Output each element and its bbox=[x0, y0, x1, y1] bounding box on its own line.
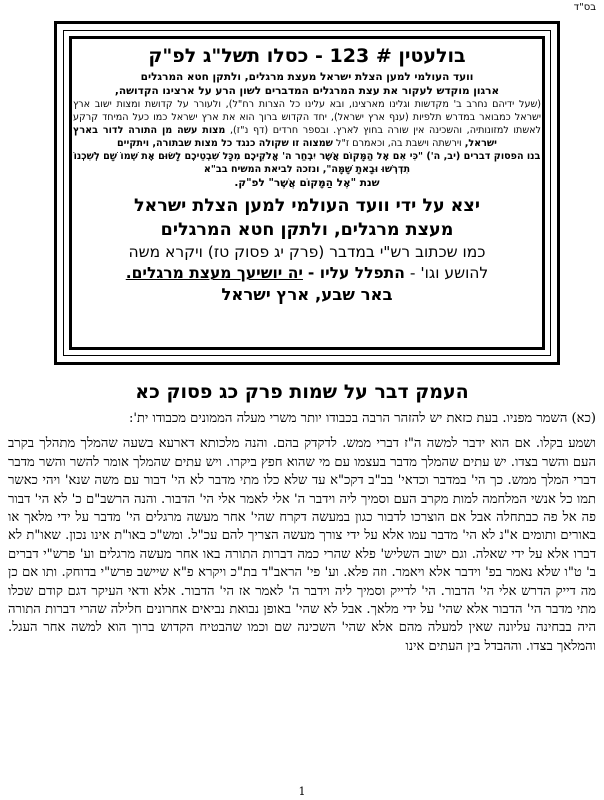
publisher-line-2: מעצת מרגלים, ולתקן חטא המרגלים bbox=[160, 220, 454, 240]
rashi-line: כמו שכתוב רש"י במדבר (פרק יג פסוק טז) ויקרא משה bbox=[128, 243, 486, 261]
tefila-bold: התפלל עליו - bbox=[307, 264, 405, 282]
tefila-prefix: להושע וגו' - bbox=[409, 264, 489, 282]
commentary-text bbox=[8, 410, 596, 663]
pasuk-quote: בנו הפסוק דברים (יב, ה') "כִּי אִם אֶל הַמָּקוֹם אֲשֶׁר יִבְחַר ה' אֱלֹקֵיכֶם מִכָּל שִׁבְטֵיכֶם לָשׂוּם אֶת שְׁמוֹ שָׁם לְשִׁכְנוֹ תִדְרְשׁוּ וּבָאתָ שָׁמָּה", ונזכה לביאת המשיח בב"א bbox=[73, 151, 541, 175]
org-line-2: ארגון מוקדש לעקור את עצת המרגלים המדברים לשון הרע על ארצינו הקדושה, bbox=[114, 85, 500, 97]
corner-mark: בס"ד bbox=[573, 2, 596, 13]
bulletin-title: בולעטין # 123 - כסלו תשל"ג לפ"ק bbox=[148, 45, 466, 67]
body-bold-2: שמצוה זו שקולה כנגד כל מצות שבתורה, ויתקיים bbox=[117, 138, 333, 149]
body-text-1: (שעל ידיהם נחרב ב' מקדשות וגלינו מארצינו, ובא עלינו כל הצרות רח"ל), ולעורר על קדושת ומצות ישוב ארץ ישראל כמבואר במדרש תלפיות (ענף ארץ ישראל), יחד הקדוש ברוך הוא את ארץ ישראל כמו כעל המיחד קרקע לאשתו למזונותיה, והשכינה אין שורה בחוץ לארץ. ובספר חרדים (דף נ"ז), bbox=[73, 99, 541, 136]
tefila-line bbox=[73, 263, 541, 284]
publisher-line-1: יצא על ידי וועד העולמי למען הצלת ישראל bbox=[133, 196, 481, 216]
year-line: שנת "אֶל הַמָּקוֹם אֲשֶׁר" לפ"ק. bbox=[234, 177, 380, 189]
body-text-2: וירשתה וישבת בה, וכאמרם ז"ל bbox=[336, 138, 462, 149]
org-line-1: וועד העולמי למען הצלת ישראל מעצת מרגלים, ולתקן חטא המרגלים bbox=[140, 71, 474, 83]
bulletin-frame bbox=[54, 21, 560, 365]
paragraph: (כא) השמר מפניו. בעת כזאת יש להזהר הרבה בכבודו יותר משרי מעלה הממונים מכבודו ית': bbox=[128, 411, 596, 426]
section-heading: העמק דבר על שמות פרק כג פסוק כא bbox=[135, 381, 469, 403]
tefila-underline: יה יושיעך מעצת מרגלים. bbox=[125, 264, 303, 282]
body-bold-1: מצות עשה מן התורה לדור בארץ ישראל, bbox=[73, 125, 497, 149]
page-number: 1 bbox=[298, 785, 306, 798]
paragraph: ושמע בקלו. אם הוא ידבר למשה ה"ז דברי ממש. לדקדק בהם. והנה מלכותא דארעא בשעה שהמלך מתהלך בקרב העם והשר בצדו. יש עתים שהמלך מדבר בעצמו עם מי שהוא חפץ ביקרו. ויש עתים שהמלך אומר להשר והשר מדבר דברי המלך ממש. כך הי' במדבר וכדאי' בב"ב דקכ"א עד שלא כלו מתי מדבר לא הי' דבור עם משה שנא' ויהי כאשר תמו כל אנשי המלחמה למות מקרב העם וסמיך ליה וידבר ה' אלי לאמר אלי הי' הדבור. והנה הרשב"ם כ' לא הי' דבור פה אל פה כבתחלה אבל אם הוצרכו לדבור כגון במעשה דקרח שהי' אחר מעשה מרגלים הי' מדבר על ידי מלאך או באורים ותומים א"נ לא הי' מדבר עמו אלא על ידי צורך מעשה הצריך להם עכ"ל. ומש"כ באו"ת אינו נכון. שאו"ת לא דברו אלא על ידי שאלה. וגם ישוב השליש' פלא שהרי כמה דברות התורה באו אחר מעשה מרגלים וע' פרש"י דברים ב' ט"ו שלא נאמר בפ' וידבר אלא ויאמר. וזה פלא. וע' פי' הראב"ד בת"כ ויקרא פ"א שיישב פרש"י בדוחק. ותו אם כן מה דייק הדרש אלי הי' הדבור. הי' לדייק וסמיך ליה וידבר ה' לאמר אז הי' הדבור. אלא ודאי העיקר דגם קודם שכלו מתי מדבר הי' הדבור אלא שהי' על ידי מלאך. אבל לא שהי' באופן נבואת נביאים אחרונים חלילה שהרי דברות התורה היה בבחינה עליונה שאין למעלה מהם אלא שהי' השכינה שם וכמו שהבטיח הקדוש ברוך הוא למשה אחר העגל. והמלאך בצדו. וההבדל בין העתים אינו bbox=[8, 436, 596, 654]
bulletin-content bbox=[73, 40, 541, 346]
bulletin-body bbox=[73, 98, 541, 150]
location-line: באר שבע, ארץ ישראל bbox=[221, 285, 393, 304]
